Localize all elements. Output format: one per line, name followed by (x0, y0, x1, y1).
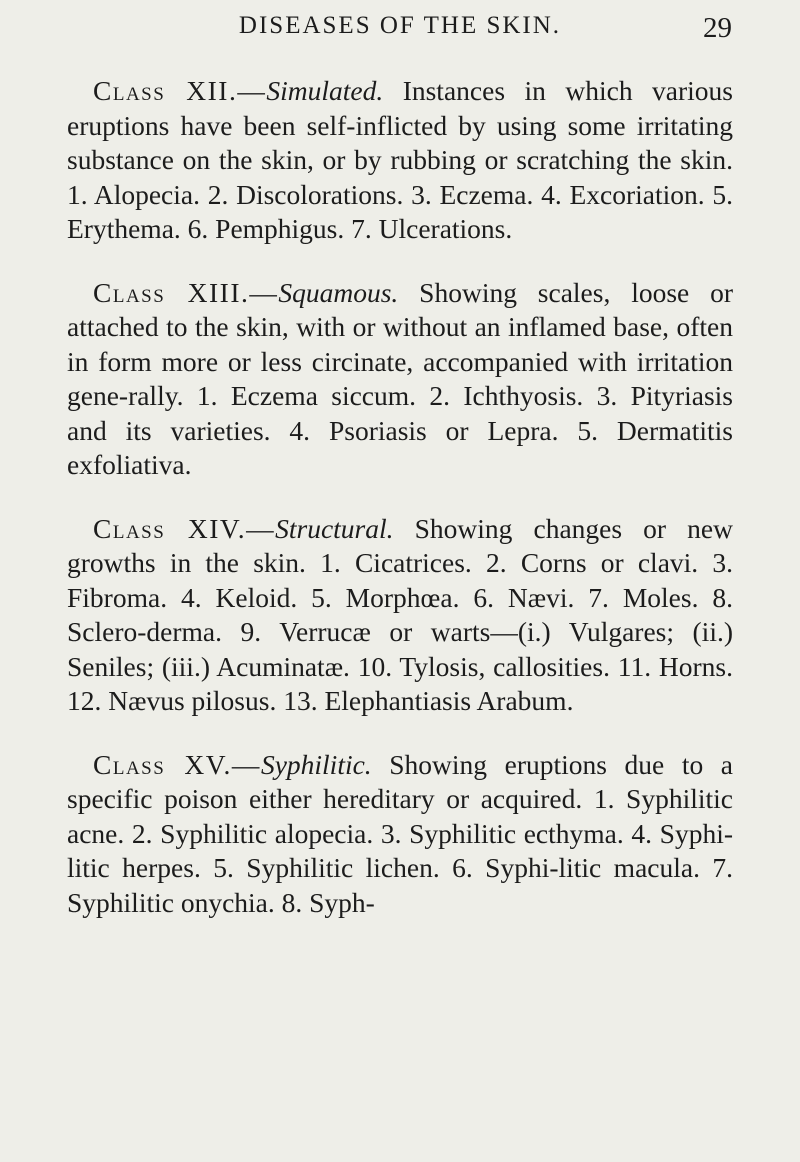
paragraph-class-xii (67, 74, 733, 247)
paragraph-text: Showing eruptions due to a specific poison either hereditary or acquired. 1. Syphilitic acne. 2. Syphilitic alopecia. 3. Syphilitic ecthyma. 4. Syphi-litic herpes. 5. Syphilitic lichen. 6. Syphi-litic macula. 7. Syphilitic onychia. 8. Syph- (67, 748, 733, 918)
page-number: 29 (703, 12, 732, 44)
body-text (67, 74, 733, 920)
class-label: Class XII.— (93, 75, 267, 106)
paragraph-text: Showing changes or new growths in the skin. 1. Cicatrices. 2. Corns or clavi. 3. Fibroma. 4. Keloid. 5. Morphœa. 6. Nævi. 7. Moles. 8. Sclero-derma. 9. Verrucæ or warts—(i.) Vulgares; (ii.) Seniles; (iii.) Acuminatæ. 10. Tylosis, callosities. 11. Horns. 12. Nævus pilosus. 13. Elephantiasis Arabum. (67, 512, 733, 716)
paragraph-text: Instances in which various eruptions have been self-inflicted by using some irritating substance on the skin, or by rubbing or scratching the skin. 1. Alopecia. 2. Discolorations. 3. Eczema. 4. Excoriation. 5. Erythema. 6. Pemphigus. 7. Ulcerations. (67, 75, 734, 244)
class-label: Class XIII.— (93, 276, 279, 308)
class-label: Class XIV.— (93, 512, 276, 544)
paragraph-class-xiii (67, 276, 733, 483)
class-name: Structural. (275, 512, 394, 544)
paragraph-class-xiv (67, 512, 733, 719)
running-head (0, 12, 800, 44)
running-title: DISEASES OF THE SKIN. (238, 12, 562, 39)
paragraph-text: Showing scales, loose or attached to the skin, with or without an inflamed base, often in form more or less circinate, accompanied with irritation gene-rally. 1. Eczema siccum. 2. Ichthyosis. 3. Pityriasis and its varieties. 4. Psoriasis or Lepra. 5. Dermatitis exfoliativa. (67, 276, 733, 480)
paragraph-class-xv (67, 748, 733, 921)
class-name: Syphilitic. (260, 748, 372, 780)
class-name: Squamous. (278, 276, 399, 308)
class-label: Class XV.— (93, 748, 261, 780)
class-name: Simulated. (266, 75, 384, 106)
